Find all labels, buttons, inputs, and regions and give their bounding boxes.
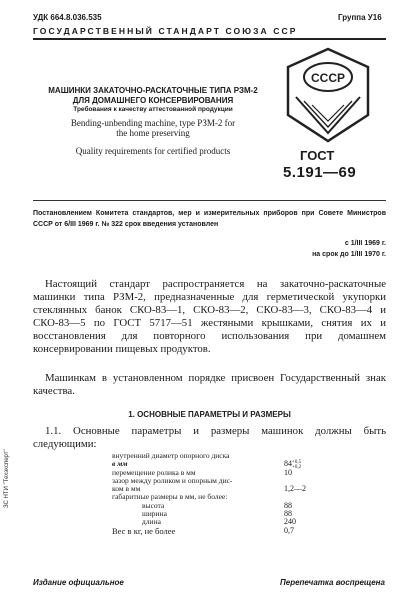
- param-name: внутренний диаметр опорного диска: [112, 451, 230, 460]
- param-name: Вес в кг, не более: [112, 525, 176, 536]
- side-stamp: ЗС НТИ "Техэксперт": [4, 449, 10, 508]
- gost-number: 5.191—69: [283, 164, 357, 181]
- param-name: габаритные размеры в мм, не более:: [112, 492, 228, 502]
- gost-label: ГОСТ: [300, 148, 335, 163]
- param-name: ком в мм: [112, 484, 141, 494]
- parameters-intro: 1.1. Основные параметры и размеры машинок должны быть следующими:: [33, 425, 386, 450]
- param-name: ширина: [142, 509, 167, 519]
- footer-reprint-prohibited: Перепечатка воспрещена: [280, 578, 385, 587]
- param-name: перемещение ролика в мм: [112, 467, 196, 477]
- param-row: [112, 452, 342, 460]
- english-title-line-2: the home preserving: [116, 128, 190, 138]
- param-value: 88: [284, 509, 292, 519]
- quality-mark-paragraph: Машинкам в установленном порядке присвоен Государственный знак качества.: [33, 372, 386, 397]
- decree-text: Постановлением Комитета стандартов, мер и измерительных приборов при Совете Министров СССР от 6/III 1969 г. № 322 срок введения установлен: [33, 210, 386, 228]
- section-title: 1. ОСНОВНЫЕ ПАРАМЕТРЫ И РАЗМЕРЫ: [128, 410, 291, 419]
- header-divider: [33, 200, 386, 201]
- param-row: [112, 527, 342, 535]
- param-value: 88: [284, 500, 292, 510]
- param-tolerance-lower: +0,2: [292, 465, 302, 471]
- title-line-1: МАШИНКИ ЗАКАТОЧНО-РАСКАТОЧНЫЕ ТИПА РЗМ-2: [48, 86, 258, 95]
- param-value: 1,2—2: [284, 484, 306, 494]
- document-title: [40, 86, 266, 106]
- param-name: высота: [142, 500, 165, 510]
- footer-official-edition: Издание официальное: [33, 578, 124, 587]
- parameters-list: [112, 452, 342, 535]
- param-value: 240: [284, 517, 296, 527]
- param-value: 0,7: [284, 525, 294, 535]
- english-title: [40, 118, 266, 138]
- group-code: Группа У16: [338, 13, 382, 22]
- english-subtitle: Quality requirements for certified products: [75, 146, 231, 156]
- param-name: в мм: [112, 459, 128, 469]
- title-line-2: ДЛЯ ДОМАШНЕГО КОНСЕРВИРОВАНИЯ: [72, 96, 234, 105]
- decree-date-to: на срок до 1/III 1970 г.: [312, 251, 386, 258]
- quality-mark-icon: [282, 45, 374, 145]
- standard-header-band: ГОСУДАРСТВЕННЫЙ СТАНДАРТ СОЮЗА ССР: [33, 26, 386, 40]
- udk-code: УДК 664.8.036.535: [33, 13, 102, 22]
- param-value: 10: [284, 467, 292, 477]
- scope-paragraph: Настоящий стандарт распространяется на закаточно-раскаточные машинки типа РЗМ-2, предназначенные для герметической укупорки стеклянных банок СКО-83—1, СКО-83—2, СКО-83—3, СКО-83—4 и СКО-83—5 по ГОСТ 5717—51 жестяными крышками, снятия их и восстановления для повторного использования при домашнем консервировании пищевых продуктов.: [33, 278, 386, 355]
- param-name: зазор между роликом и опорным дис-: [112, 475, 233, 485]
- english-title-line-1: Bending-unbending machine, type РЗМ-2 for: [70, 118, 236, 128]
- param-value-main: 84: [284, 459, 292, 469]
- param-row: [112, 477, 342, 485]
- param-name: длина: [142, 517, 161, 527]
- decree-date-from: с 1/III 1969 г.: [344, 240, 386, 247]
- title-subtitle: Требования к качеству аттестованной продукции: [73, 106, 233, 113]
- seal-text: СССР: [310, 71, 346, 85]
- param-tolerance-upper: +0,5: [292, 460, 302, 466]
